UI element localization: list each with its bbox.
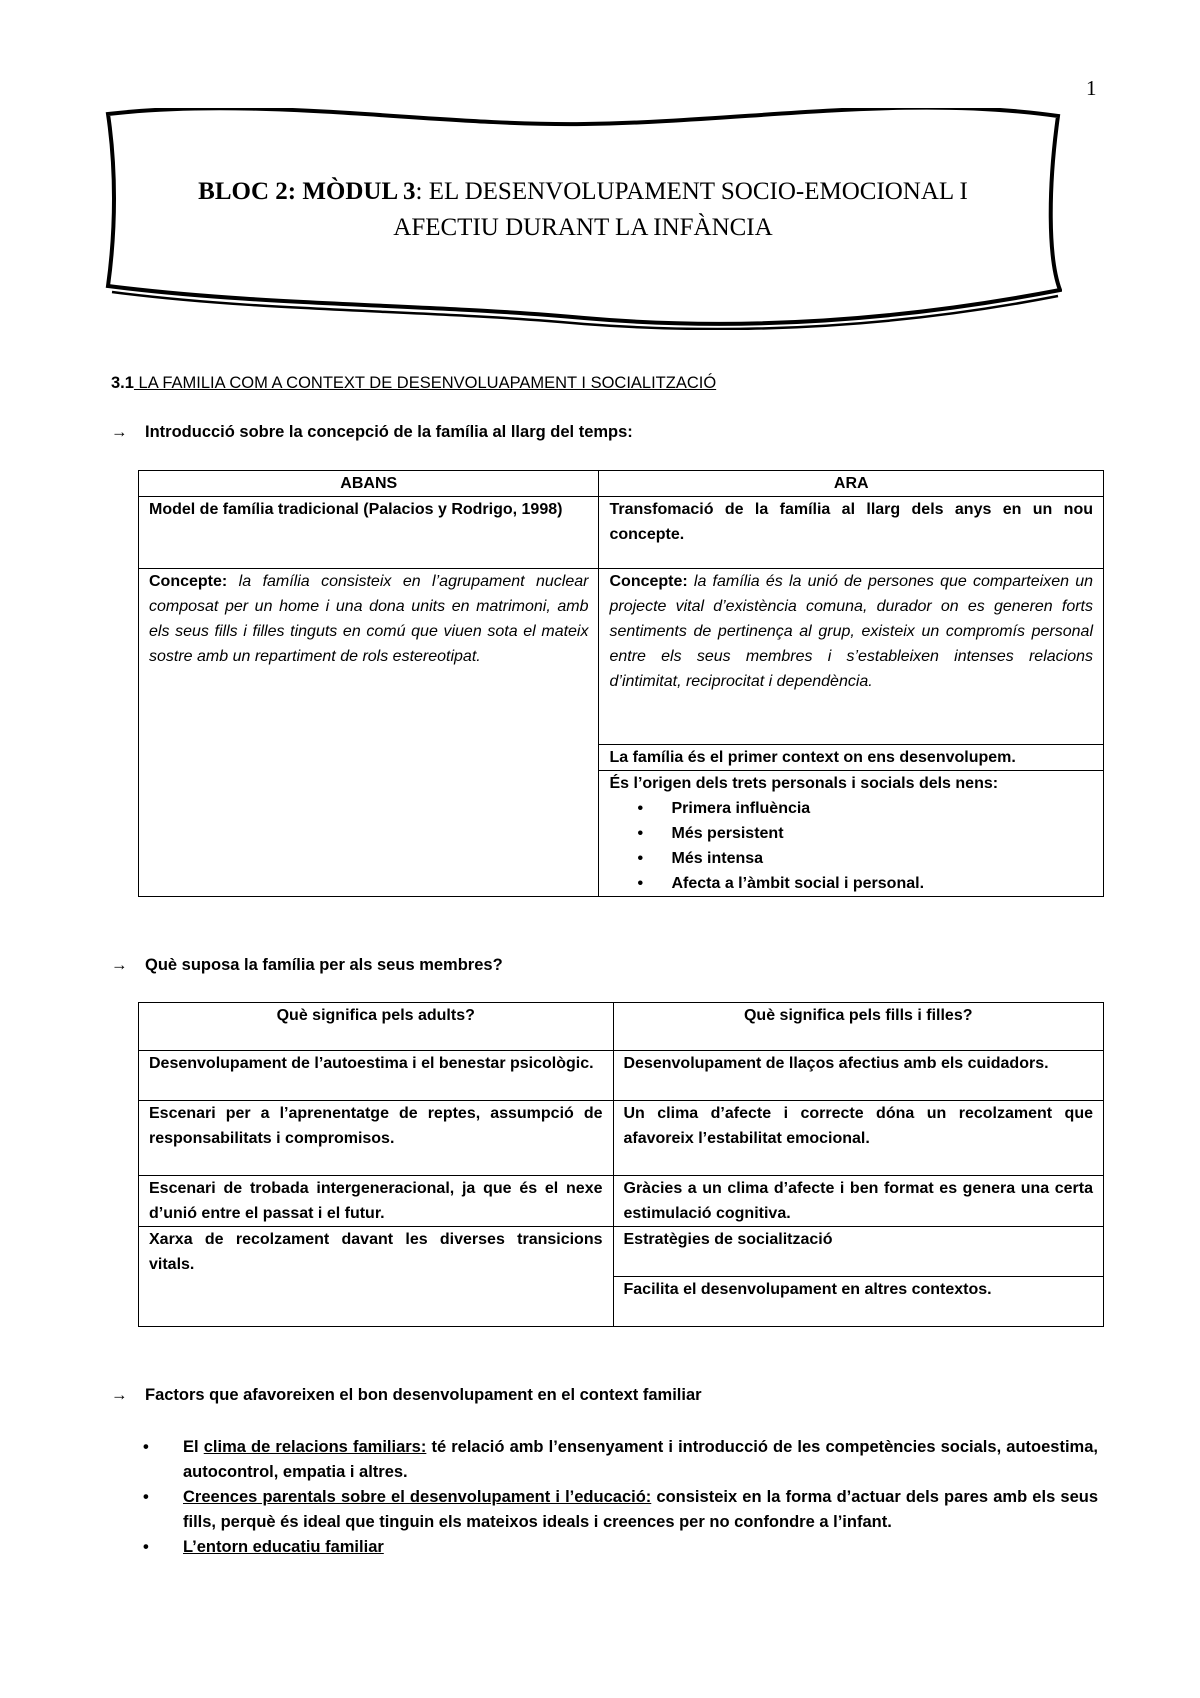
list-item: • Primera influència bbox=[671, 796, 1093, 821]
title-line-2: AFECTIU DURANT LA INFÀNCIA bbox=[393, 214, 773, 241]
adults-row-2: Escenari per a l’aprenentatge de reptes, assumpció de responsabilitats i compromisos. bbox=[139, 1101, 614, 1176]
header-ara: ARA bbox=[599, 471, 1104, 497]
title-bold-part: BLOC 2: MÒDUL 3 bbox=[198, 178, 416, 205]
abans-model-cell: Model de família tradicional (Palacios y Rodrigo, 1998) bbox=[139, 497, 599, 569]
page-number: 1 bbox=[1086, 76, 1097, 100]
arrow-icon: → bbox=[111, 423, 128, 441]
intro-heading-line bbox=[111, 423, 633, 442]
section-title: LA FAMILIA COM A CONTEXT DE DESENVOLUAPAMENT I SOCIALITZACIÓ bbox=[133, 374, 717, 392]
list-item: • Més intensa bbox=[671, 846, 1093, 871]
members-heading: Què suposa la família per als seus membres? bbox=[145, 956, 503, 974]
list-item bbox=[143, 1435, 1098, 1485]
list-item bbox=[143, 1485, 1098, 1535]
concept-label: Concepte: bbox=[609, 573, 688, 590]
factors-list bbox=[143, 1435, 1098, 1560]
list-item bbox=[143, 1535, 1098, 1560]
factor-term: L’entorn educatiu familiar bbox=[183, 1538, 384, 1556]
children-row-5: Facilita el desenvolupament en altres contextos. bbox=[613, 1277, 1104, 1327]
intro-heading: Introducció sobre la concepció de la família al llarg del temps: bbox=[145, 423, 633, 441]
title-rest: : EL DESENVOLUPAMENT SOCIO-EMOCIONAL I bbox=[415, 178, 968, 205]
ara-concept-text: la família és la unió de persones que comparteixen un projecte vital d’existència comuna, durador on es generen forts sentiments de pertinença al grup, existeix un compromís personal entre els seus membres i s’estableixen intenses relacions d’intimitat, reciprocitat i dependència. bbox=[609, 573, 1093, 690]
section-heading bbox=[111, 374, 716, 393]
title-banner bbox=[104, 108, 1062, 330]
arrow-icon: → bbox=[111, 956, 128, 974]
children-row-1: Desenvolupament de llaços afectius amb els cuidadors. bbox=[613, 1051, 1104, 1101]
abans-concept-cell bbox=[139, 569, 599, 897]
header-abans: ABANS bbox=[139, 471, 599, 497]
factor-prefix: El bbox=[183, 1438, 204, 1456]
header-adults: Què significa pels adults? bbox=[139, 1003, 614, 1051]
ara-model-cell: Transfomació de la família al llarg dels anys en un nou concepte. bbox=[599, 497, 1104, 569]
family-meaning-table bbox=[138, 1002, 1104, 1327]
document-title bbox=[124, 174, 1042, 246]
list-item: • Afecta a l’àmbit social i personal. bbox=[671, 871, 1093, 896]
factor-text: consisteix en la forma d’actuar dels pares amb els seus fills, perquè és ideal que tinguin els mateixos ideals i creences per no confondre a l’infant. bbox=[183, 1488, 1098, 1531]
adults-row-3: Escenari de trobada intergeneracional, ja que és el nexe d’unió entre el passat i el futur. bbox=[139, 1176, 614, 1227]
factors-heading-line bbox=[111, 1386, 702, 1405]
concept-label: Concepte: bbox=[149, 573, 228, 590]
arrow-icon: → bbox=[111, 1386, 128, 1404]
factor-term: Creences parentals sobre el desenvolupament i l’educació: bbox=[183, 1488, 652, 1506]
list-item: • Més persistent bbox=[671, 821, 1093, 846]
origin-text: És l’origen dels trets personals i socials dels nens: bbox=[609, 775, 999, 792]
origin-bullets bbox=[609, 796, 1093, 896]
family-concept-table bbox=[138, 470, 1104, 897]
children-row-4: Estratègies de socialització bbox=[613, 1227, 1104, 1277]
children-row-3: Gràcies a un clima d’afecte i ben format es genera una certa estimulació cognitiva. bbox=[613, 1176, 1104, 1227]
first-context-cell: La família és el primer context on ens desenvolupem. bbox=[599, 745, 1104, 771]
ara-concept-cell bbox=[599, 569, 1104, 745]
factors-heading: Factors que afavoreixen el bon desenvolupament en el context familiar bbox=[145, 1386, 702, 1404]
section-number: 3.1 bbox=[111, 374, 134, 392]
adults-row-1: Desenvolupament de l’autoestima i el benestar psicològic. bbox=[139, 1051, 614, 1101]
abans-concept-text: la família consisteix en l’agrupament nuclear composat per un home i una dona units en matrimoni, amb els seus fills i filles tinguts en comú que viuen sota el mateix sostre amb un repartiment de rols estereotipat. bbox=[149, 573, 589, 665]
members-heading-line bbox=[111, 956, 503, 975]
origin-cell bbox=[599, 771, 1104, 897]
adults-row-4: Xarxa de recolzament davant les diverses transicions vitals. bbox=[139, 1227, 614, 1327]
factor-term: clima de relacions familiars: bbox=[203, 1438, 427, 1456]
factor-text: té relació amb l’ensenyament i introducció de les competències socials, autoestima, autocontrol, empatia i altres. bbox=[183, 1438, 1098, 1481]
children-row-2: Un clima d’afecte i correcte dóna un recolzament que afavoreix l’estabilitat emocional. bbox=[613, 1101, 1104, 1176]
header-children: Què significa pels fills i filles? bbox=[613, 1003, 1104, 1051]
